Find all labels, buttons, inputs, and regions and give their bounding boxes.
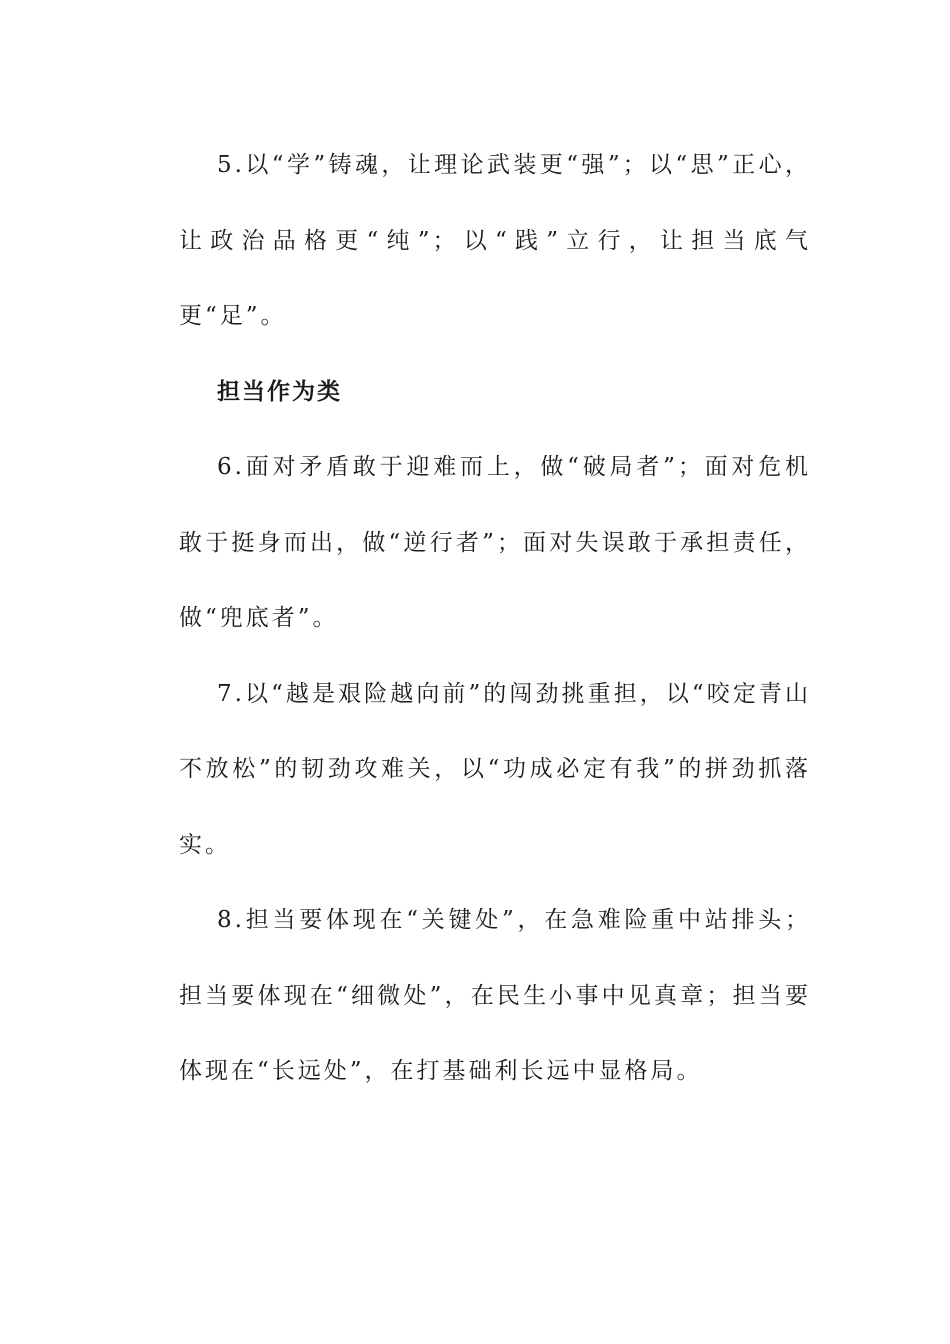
section-heading: 担当作为类	[217, 378, 342, 405]
paragraph-6: 6.面对矛盾敢于迎难而上，做“破局者”；面对危机敢于挺身而出，做“逆行者”；面对失误敢于承担责任，做“兜底者”。	[179, 454, 811, 631]
paragraph-7: 7.以“越是艰险越向前”的闯劲挑重担，以“咬定青山不放松”的韧劲攻难关，以“功成必定有我”的拼劲抓落实。	[179, 680, 811, 858]
document-body	[179, 128, 811, 1110]
paragraph-8: 8.担当要体现在“关键处”，在急难险重中站排头；担当要体现在“细微处”，在民生小事中见真章；担当要体现在“长远处”，在打基础利长远中显格局。	[179, 907, 811, 1084]
paragraph-5: 5.以“学”铸魂，让理论武装更“强”；以“思”正心，让政治品格更“纯”；以“践”立行，让担当底气更“足”。	[179, 152, 811, 329]
